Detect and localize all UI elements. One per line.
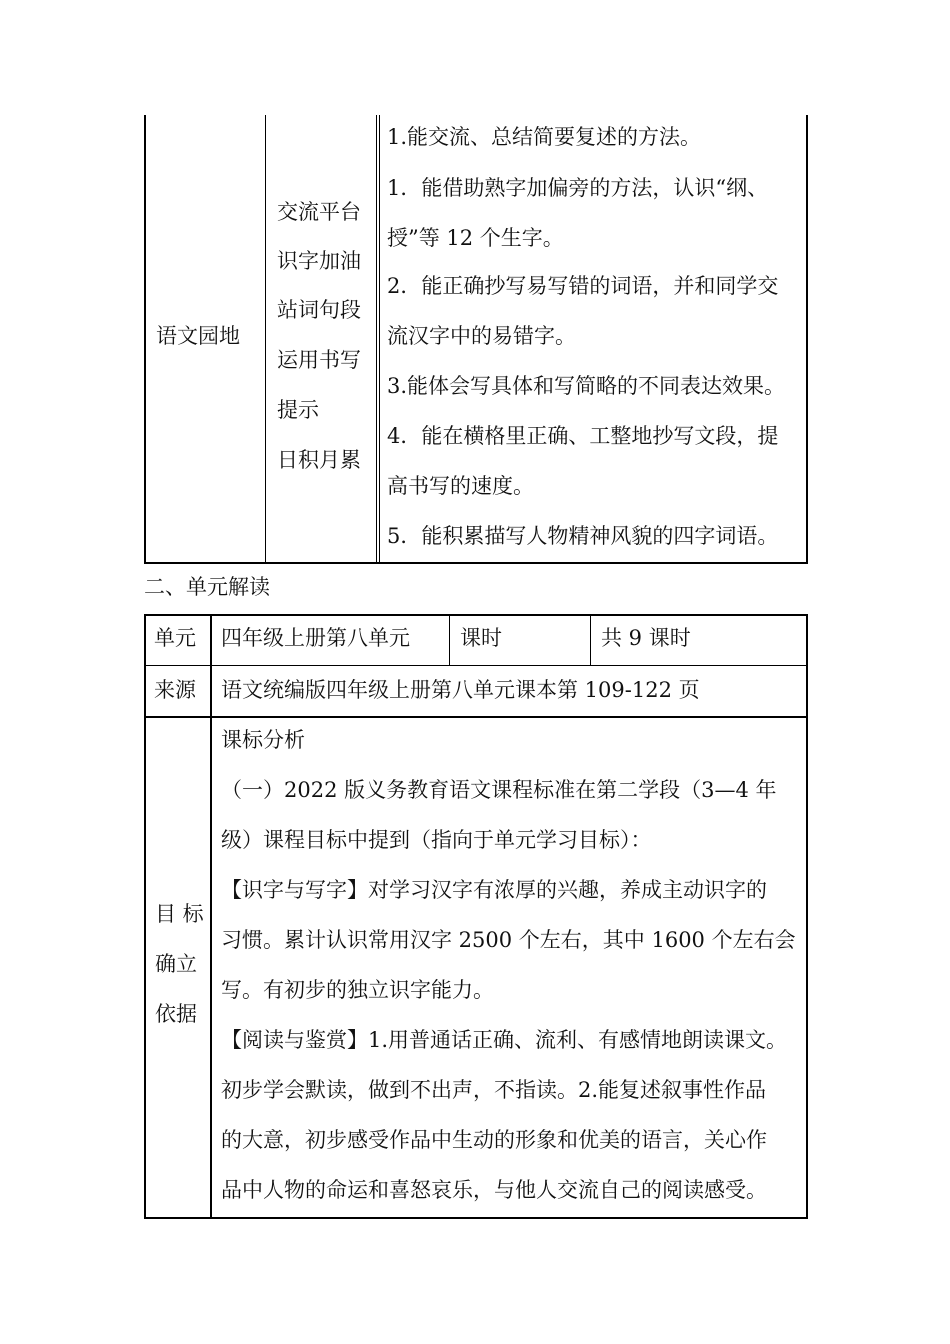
component-item: 站词句段 xyxy=(277,298,361,322)
objective-line: 高书写的速度。 xyxy=(387,474,534,498)
objective-line: 授”等 12 个生字。 xyxy=(387,226,564,250)
garden-table-divider-2a xyxy=(376,115,377,564)
objective-line: 2．能正确抄写易写错的词语，并和同学交 xyxy=(387,274,779,298)
objective-line: 4．能在横格里正确、工整地抄写文段，提 xyxy=(387,424,779,448)
garden-table-bottom-border xyxy=(144,562,808,564)
section-heading: 二、单元解读 xyxy=(144,575,270,599)
basis-line: 习惯。累计认识常用汉字 2500 个左右，其中 1600 个左右会 xyxy=(221,928,796,952)
basis-line: （一）2022 版义务教育语文课程标准在第二学段（3—4 年 xyxy=(221,778,777,802)
garden-table-right-border xyxy=(806,115,808,564)
objective-line: 流汉字中的易错字。 xyxy=(387,324,576,348)
source-label-cell: 来源 xyxy=(154,678,196,702)
objective-line: 5．能积累描写人物精神风貌的四字词语。 xyxy=(387,524,779,548)
unit-table-right-border xyxy=(806,614,808,1219)
basis-line: 【识字与写字】对学习汉字有浓厚的兴趣，养成主动识字的 xyxy=(221,878,767,902)
unit-table-col-divider xyxy=(590,614,591,666)
unit-table-row-border xyxy=(144,716,808,718)
garden-table-divider-2b xyxy=(379,115,380,564)
objective-line: 1．能借助熟字加偏旁的方法，认识“纲、 xyxy=(387,176,769,200)
unit-table-col-divider xyxy=(449,614,450,666)
component-item: 日积月累 xyxy=(277,448,361,472)
unit-value-cell: 四年级上册第八单元 xyxy=(221,626,410,650)
basis-label-line: 确立 xyxy=(155,952,197,976)
component-item: 运用书写 xyxy=(277,348,361,372)
basis-line: 初步学会默读，做到不出声，不指读。2.能复述叙事性作品 xyxy=(221,1078,767,1102)
basis-line: 的大意，初步感受作品中生动的形象和优美的语言，关心作 xyxy=(221,1128,767,1152)
basis-line: 课标分析 xyxy=(221,728,305,752)
component-item: 交流平台 xyxy=(277,200,361,224)
unit-table-row-border xyxy=(144,665,808,666)
basis-line: 级）课程目标中提到（指向于单元学习目标）： xyxy=(221,828,652,852)
unit-table-label-divider xyxy=(210,614,212,1219)
basis-label-line: 目 标 xyxy=(155,902,204,926)
hours-value-cell: 共 9 课时 xyxy=(601,626,691,650)
component-item: 提示 xyxy=(277,398,319,422)
basis-label-line: 依据 xyxy=(155,1002,197,1026)
unit-table-top-border xyxy=(144,614,808,616)
garden-module-cell: 语文园地 xyxy=(156,324,240,348)
hours-label-cell: 课时 xyxy=(460,626,502,650)
basis-line: 【阅读与鉴赏】1.用普通话正确、流利、有感情地朗读课文。 xyxy=(221,1028,788,1052)
unit-table-bottom-border xyxy=(144,1217,808,1219)
basis-line: 品中人物的命运和喜怒哀乐，与他人交流自己的阅读感受。 xyxy=(221,1178,767,1202)
source-value-cell: 语文统编版四年级上册第八单元课本第 109-122 页 xyxy=(221,678,700,702)
component-item: 识字加油 xyxy=(277,249,361,273)
garden-table-left-border xyxy=(144,115,146,564)
basis-line: 写。有初步的独立识字能力。 xyxy=(221,978,494,1002)
garden-table-divider-1 xyxy=(265,115,266,564)
objective-line: 1.能交流、总结简要复述的方法。 xyxy=(387,125,702,149)
unit-table-left-border xyxy=(144,614,146,1219)
unit-label-cell: 单元 xyxy=(154,626,196,650)
objective-line: 3.能体会写具体和写简略的不同表达效果。 xyxy=(387,374,786,398)
